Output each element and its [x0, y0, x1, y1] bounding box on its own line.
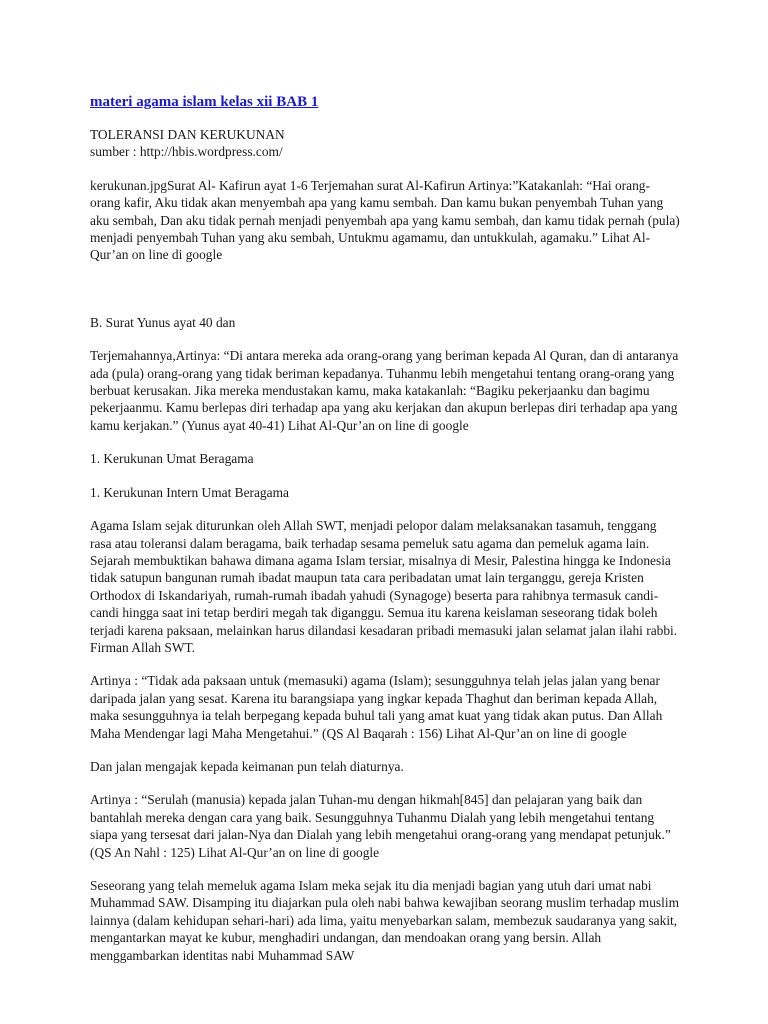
paragraph-jalan-keimanan: Dan jalan mengajak kepada keimanan pun telah diaturnya. — [90, 758, 404, 774]
paragraph-baqarah: Artinya : “Tidak ada paksaan untuk (memasuki) agama (Islam); sesungguhnya telah jelas jalan yang benar daripada jalan yang sesat. Karena itu barangsiapa yang ingkar kepada Thaghut dan beriman kepada Allah, maka sesungguhnya ia telah berpegang kepada buhul tali yang amat kuat yang tidak akan putus. Dan Allah Maha Mendengar lagi Maha Mengetahui.” (QS Al Baqarah : 156) Lihat Al-Qur’an on line di google — [90, 673, 663, 741]
paragraph-kafirun: kerukunan.jpgSurat Al- Kafirun ayat 1-6 Terjemahan surat Al-Kafirun Artinya:”Katakanlah: “Hai orang-orang kafir, Aku tidak akan menyembah apa yang kamu sembah. Dan kamu bukan penyembah Tuhan yang aku sembah, Dan aku tidak pernah menjadi penyembah apa yang kamu sembah, dan kamu tidak pernah (pula) menjadi penyembah Tuhan yang aku sembah, Untukmu agamamu, dan untukkulah, agamaku.” Lihat Al-Qur’an on line di google — [90, 177, 680, 263]
paragraph-agama-islam: Agama Islam sejak diturunkan oleh Allah SWT, menjadi pelopor dalam melaksanakan tasamuh, tenggang rasa atau toleransi dalam beragama, baik terhadap sesama pemeluk satu agama dan pemeluk agama lain. Sejarah membuktikan bahawa dimana agama Islam tersiar, misalnya di Mesir, Palestina hingga ke Indonesia tidak satupun bangunan rumah ibadat maupun tata cara peribadatan umat lain terganggu, gereja Kristen Orthodox di Iskandariyah, rumah-rumah ibadah yahudi (Synagoge) beserta para rahibnya termasuk candi-candi hingga saat ini tetap berdiri megah tak diganggu. Semua itu karena keislaman seseorang tidak boleh terjadi karena paksaan, melainkan harus dilandasi kesadaran pribadi memasuki jalan selamat jalan ilahi rabbi. Firman Allah SWT. — [90, 518, 678, 655]
header-block — [90, 126, 680, 161]
paragraph-kerukunan-intern: 1. Kerukunan Intern Umat Beragama — [90, 484, 289, 500]
paragraph-muslim-duties: Seseorang yang telah memeluk agama Islam meka sejak itu dia menjadi bagian yang utuh dari umat nabi Muhammad SAW. Disamping itu diajarkan pula oleh nabi bahwa kewajiban seorang muslim terhadap muslim lainnya (dalam kehidupan sehari-hari) ada lima, yaitu menyebarkan salam, membezuk saudaranya yang sakit, mengantarkan mayat ke kubur, menghadiri undangan, dan mendoakan orang yang bersin. Allah menggambarkan identitas nabi Muhammad SAW — [90, 878, 679, 963]
document-title-link[interactable]: materi agama islam kelas xii BAB 1 — [90, 94, 319, 110]
source-line: sumber : http://hbis.wordpress.com/ — [90, 144, 283, 160]
paragraph-nahl: Artinya : “Serulah (manusia) kepada jalan Tuhan-mu dengan hikmah[845] dan pelajaran yang baik dan bantahlah mereka dengan cara yang baik. Sesungguhnya Tuhanmu Dialah yang lebih mengetahui tentang siapa yang tersesat dari jalan-Nya dan Dialah yang lebih mengetahui orang-orang yang mendapat petunjuk.” (QS An Nahl : 125) Lihat Al-Qur’an on line di google — [90, 792, 671, 860]
paragraph-kerukunan-umat: 1. Kerukunan Umat Beragama — [90, 451, 254, 467]
paragraph-yunus: Terjemahannya,Artinya: “Di antara mereka ada orang-orang yang beriman kepada Al Quran, dan di antaranya ada (pula) orang-orang yang tidak beriman kepadanya. Tuhanmu lebih mengetahui tentang orang-orang yang berbuat kerusakan. Jika mereka mendustakan kamu, maka katakanlah: “Bagiku pekerjaanku dan bagimu pekerjaanmu. Kamu berlepas diri terhadap apa yang aku kerjakan dan akupun berlepas diri terhadap apa yang kamu kerjakan.” (Yunus ayat 40-41) Lihat Al-Qur’an on line di google — [90, 348, 679, 433]
section-heading: TOLERANSI DAN KERUKUNAN — [90, 127, 285, 142]
document-page — [90, 92, 680, 980]
spacer — [90, 280, 680, 314]
paragraph-yunus-heading: B. Surat Yunus ayat 40 dan — [90, 314, 236, 330]
